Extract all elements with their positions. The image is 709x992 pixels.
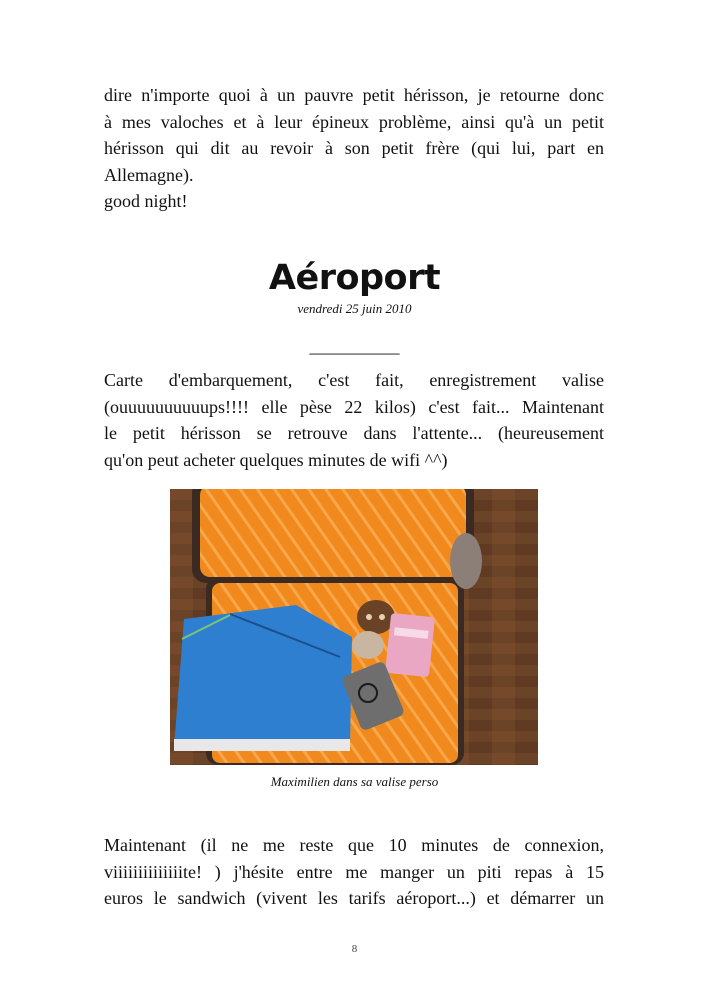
text-line: Carte d'embarquement, c'est fait, enregistrement valise [104, 370, 604, 390]
post-title: Aéroport [268, 258, 441, 298]
photo-caption: Maximilien dans sa valise perso [270, 774, 439, 789]
text-line: Allemagne). [104, 164, 194, 185]
text-line: (ouuuuuuuuuups!!!! elle pèse 22 kilos) c'est fait... Maintenant [104, 396, 604, 417]
text-line: viiiiiiiiiiiiiite! ) j'hésite entre me manger un piti repas à 15 [104, 861, 604, 882]
fabric-item [450, 533, 482, 589]
paragraph-lunch [104, 832, 604, 912]
text-line: Maintenant (il ne me reste que 10 minutes de connexion, [104, 835, 604, 855]
text-line: good night! [104, 191, 188, 211]
text-line: hérisson qui dit au revoir à son petit frère (qui lui, part en [104, 138, 604, 158]
text-line: le petit hérisson se retrouve dans l'attente... (heureusement [104, 423, 604, 443]
text-line: dire n'importe quoi à un pauvre petit hérisson, je retourne donc [104, 85, 604, 105]
text-line: qu'on peut acheter quelques minutes de wifi ^^) [104, 449, 448, 470]
paragraph-intro [104, 82, 604, 188]
page-number: 8 [351, 943, 358, 955]
separator-line: __________ [309, 336, 400, 356]
post-date: vendredi 25 juin 2010 [297, 301, 412, 316]
pink-pouch [385, 613, 435, 677]
text-line: euros le sandwich (vivent les tarifs aéroport...) et démarrer un [104, 888, 604, 908]
closing-line [104, 188, 604, 215]
suitcase-photo [170, 489, 538, 765]
blue-folder [174, 605, 352, 751]
text-line: à mes valoches et à leur épineux problème, ainsi qu'à un petit [104, 111, 604, 132]
suitcase-lid-lining [200, 489, 466, 577]
paragraph-boarding [104, 367, 604, 473]
